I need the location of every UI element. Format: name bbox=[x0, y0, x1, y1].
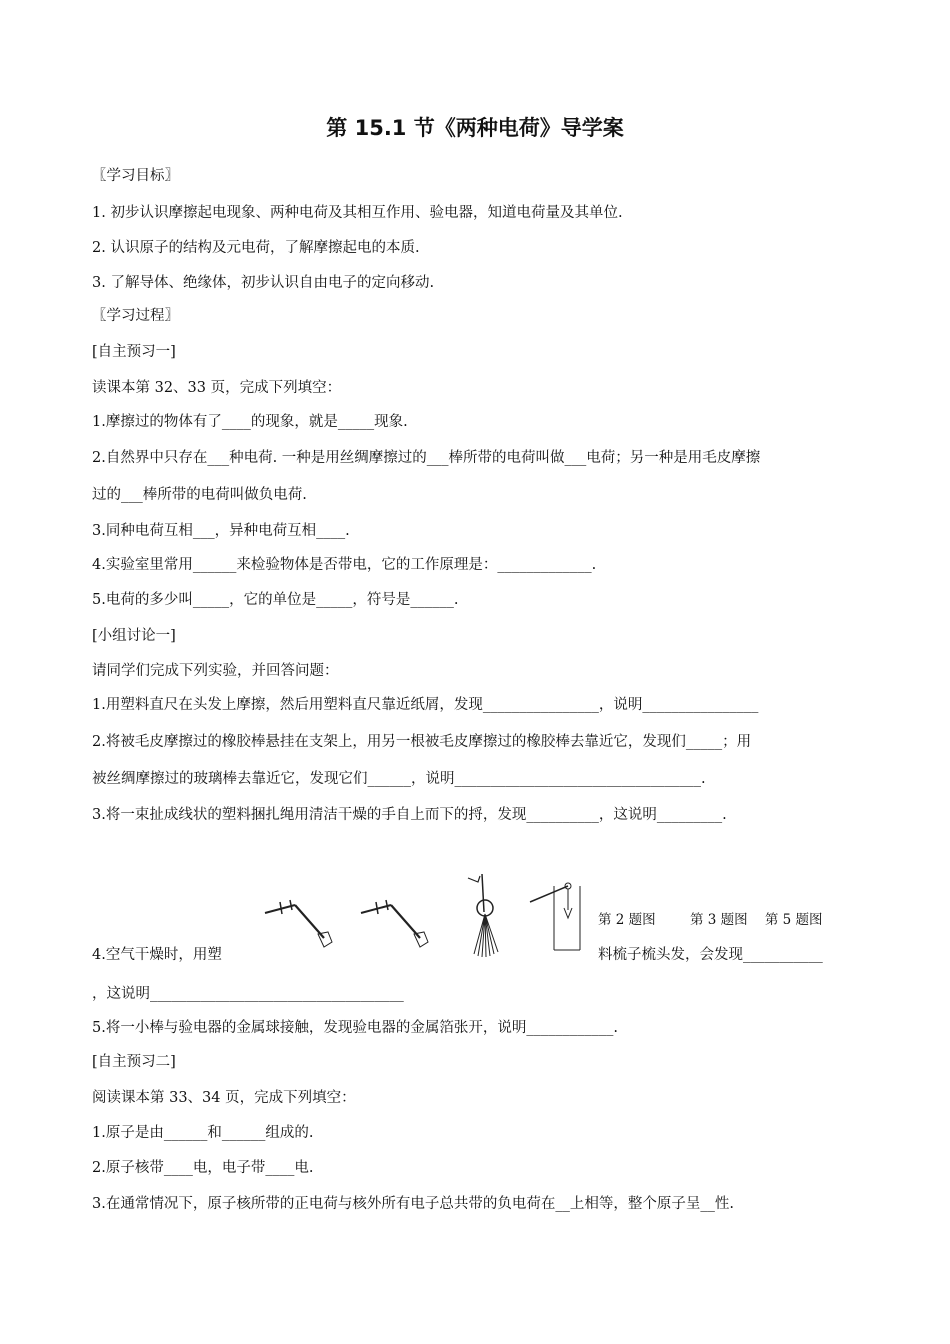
discussion-question-5: 5.将一小棒与验电器的金属球接触，发现验电器的金属箔张开，说明____________. bbox=[92, 1020, 618, 1036]
question-5: 5.电荷的多少叫_____，它的单位是_____，符号是______. bbox=[92, 592, 459, 608]
instruction-3: 阅读课本第 33、34 页，完成下列填空： bbox=[92, 1090, 356, 1106]
section-heading-process: 〖学习过程〗 bbox=[92, 308, 179, 324]
figure-hand-strands bbox=[460, 872, 510, 962]
discussion-question-2: 2.将被毛皮摩擦过的橡胶棒悬挂在支架上，用另一根被毛皮摩擦过的橡胶棒去靠近它，发现们_____；用 bbox=[92, 734, 752, 750]
discussion-question-2-cont: 被丝绸摩擦过的玻璃棒去靠近它，发现它们______，说明__________________________________. bbox=[92, 771, 706, 787]
question-4: 4.实验室里常用______来检验物体是否带电，它的工作原理是：_____________. bbox=[92, 557, 597, 573]
discussion-question-4-cont: ，这说明___________________________________ bbox=[92, 986, 404, 1002]
page-title: 第 15.1 节《两种电荷》导学案 bbox=[326, 116, 624, 140]
section-heading-goals: 〖学习目标〗 bbox=[92, 168, 179, 184]
instruction-2: 请同学们完成下列实验，并回答问题： bbox=[92, 663, 339, 679]
discussion-question-4-right: 料梳子梳头发，会发现___________ bbox=[598, 947, 823, 963]
discussion-question-4-left: 4.空气干燥时，用塑 bbox=[92, 947, 222, 963]
subsection-discussion-1: [小组讨论一] bbox=[92, 628, 176, 644]
subsection-preview-1: [自主预习一] bbox=[92, 344, 176, 360]
figure-ruler-2 bbox=[358, 892, 433, 952]
goal-2: 2. 认识原子的结构及元电荷，了解摩擦起电的本质. bbox=[92, 240, 420, 256]
subsection-preview-2: [自主预习二] bbox=[92, 1054, 176, 1070]
figure-ruler-1 bbox=[262, 892, 337, 952]
question-2: 2.自然界中只存在___种电荷. 一种是用丝绸摩擦过的___棒所带的电荷叫做___电荷；另一种是用毛皮摩擦 bbox=[92, 450, 761, 466]
goal-3: 3. 了解导体、绝缘体，初步认识自由电子的定向移动. bbox=[92, 275, 435, 291]
goal-1: 1. 初步认识摩擦起电现象、两种电荷及其相互作用、验电器，知道电荷量及其单位. bbox=[92, 205, 623, 221]
question-1: 1.摩擦过的物体有了____的现象，就是_____现象. bbox=[92, 414, 408, 430]
discussion-question-1: 1.用塑料直尺在头发上摩擦，然后用塑料直尺靠近纸屑，发现________________，说明________________ bbox=[92, 697, 759, 713]
question-3: 3.同种电荷互相___，异种电荷互相____. bbox=[92, 523, 350, 539]
preview2-question-1: 1.原子是由______和______组成的. bbox=[92, 1125, 314, 1141]
preview2-question-2: 2.原子核带____电，电子带____电. bbox=[92, 1160, 314, 1176]
question-2-cont: 过的___棒所带的电荷叫做负电荷. bbox=[92, 487, 307, 503]
preview2-question-3: 3.在通常情况下，原子核所带的正电荷与核外所有电子总共带的负电荷在__上相等，整个原子呈__性. bbox=[92, 1196, 734, 1212]
figure-captions: 第 2 题图 第 3 题图 第 5 题图 bbox=[598, 912, 823, 928]
figure-stand bbox=[528, 880, 590, 952]
discussion-question-3: 3.将一束扯成线状的塑料捆扎绳用清洁干燥的手自上而下的捋，发现__________，这说明_________. bbox=[92, 807, 727, 823]
instruction-1: 读课本第 32、33 页，完成下列填空： bbox=[92, 380, 342, 396]
